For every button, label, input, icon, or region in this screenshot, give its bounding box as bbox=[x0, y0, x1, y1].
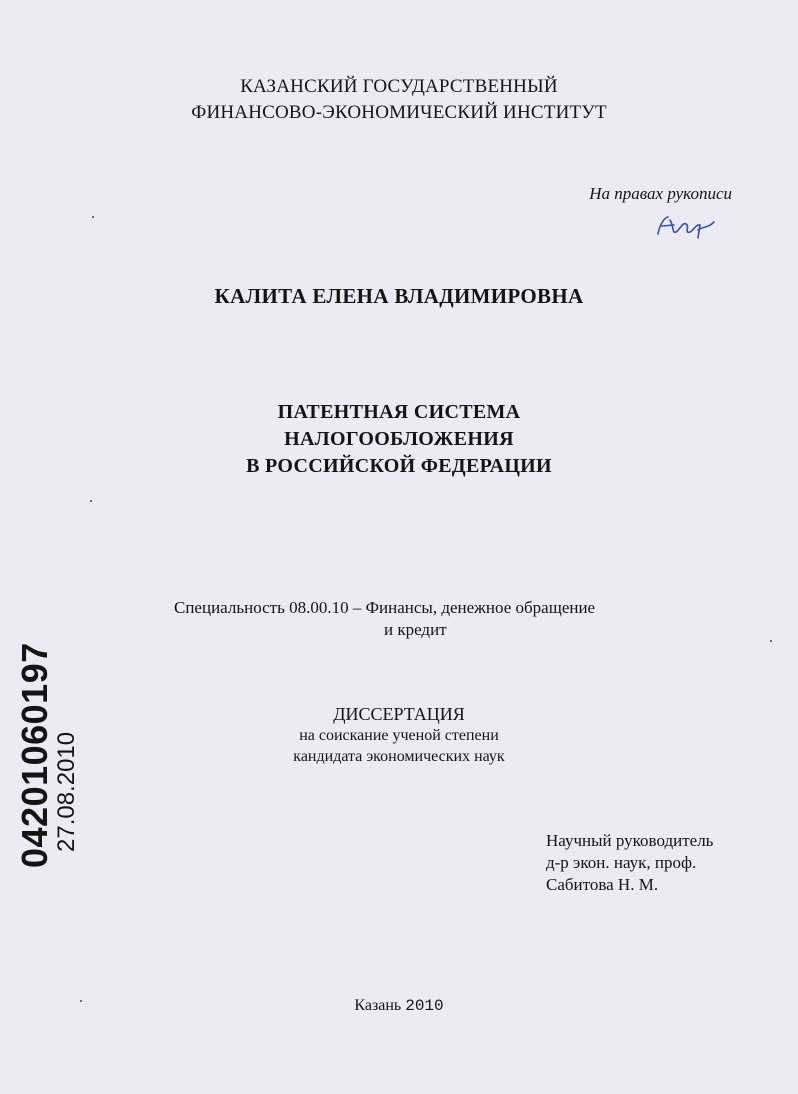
scan-speck bbox=[770, 640, 772, 642]
title-line-3: В РОССИЙСКОЙ ФЕДЕРАЦИИ bbox=[246, 455, 552, 477]
dissertation-degree bbox=[0, 704, 798, 767]
institute-line-2: ФИНАНСОВО-ЭКОНОМИЧЕСКИЙ ИНСТИТУТ bbox=[191, 102, 607, 123]
specialty bbox=[174, 597, 694, 641]
scan-speck bbox=[90, 500, 92, 502]
supervisor-block bbox=[546, 830, 713, 896]
title-line-1: ПАТЕНТНАЯ СИСТЕМА bbox=[277, 401, 521, 423]
scan-speck bbox=[92, 216, 94, 218]
dissertation-heading: ДИССЕРТАЦИЯ bbox=[333, 704, 465, 724]
specialty-line-1: Специальность 08.00.10 – Финансы, денежное обращение bbox=[174, 598, 596, 617]
supervisor-line-2: д-р экон. наук, проф. bbox=[546, 853, 697, 872]
year: 2010 bbox=[405, 997, 444, 1015]
institute-name bbox=[0, 74, 798, 126]
dissertation-title bbox=[0, 399, 798, 480]
library-stamp bbox=[16, 642, 80, 868]
title-line-2: НАЛОГООБЛОЖЕНИЯ bbox=[284, 428, 514, 450]
city: Казань bbox=[354, 997, 402, 1014]
author-name: КАЛИТА ЕЛЕНА ВЛАДИМИРОВНА bbox=[214, 284, 584, 308]
scan-speck bbox=[80, 1000, 82, 1002]
manuscript-rights-note: На правах рукописи bbox=[589, 184, 732, 203]
supervisor-line-3: Сабитова Н. М. bbox=[546, 875, 659, 894]
handwritten-signature bbox=[652, 212, 722, 242]
supervisor-line-1: Научный руководитель bbox=[546, 831, 714, 850]
stamp-date: 27.08.2010 bbox=[53, 731, 80, 852]
specialty-line-2: и кредит bbox=[384, 620, 447, 639]
city-year bbox=[0, 997, 798, 1015]
degree-line-1: на соискание ученой степени bbox=[299, 727, 499, 744]
stamp-number: 04201060197 bbox=[14, 642, 55, 868]
degree-line-2: кандидата экономических наук bbox=[293, 748, 505, 765]
institute-line-1: КАЗАНСКИЙ ГОСУДАРСТВЕННЫЙ bbox=[240, 76, 558, 97]
